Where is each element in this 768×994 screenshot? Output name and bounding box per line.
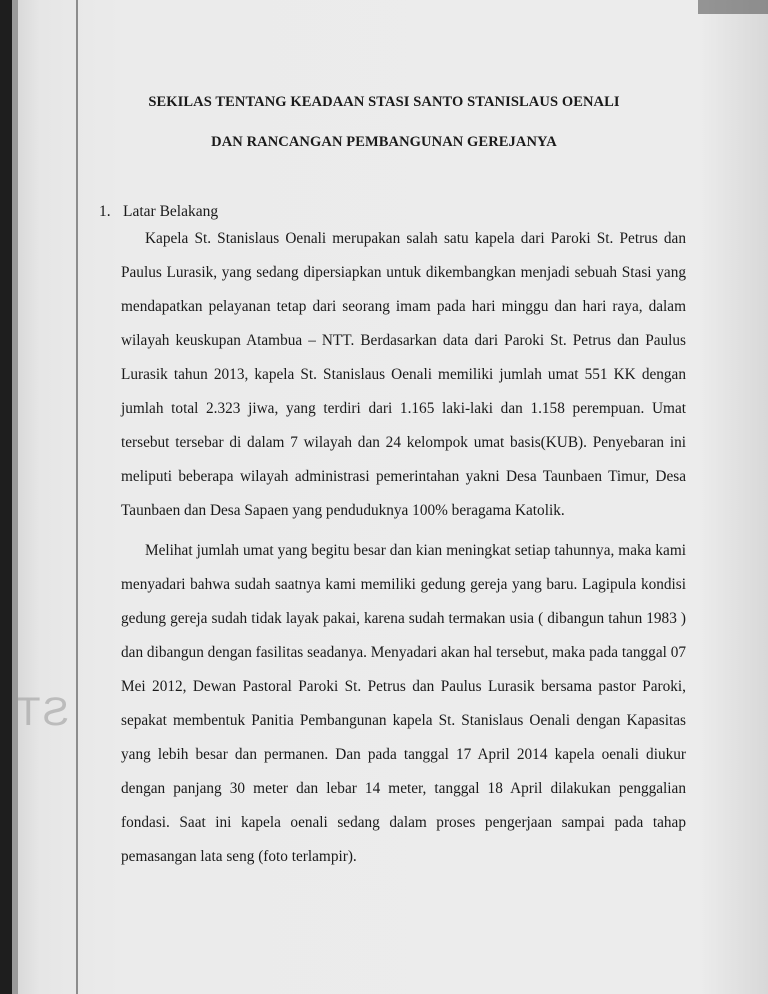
bleed-through-mark: ST: [14, 690, 70, 734]
scan-corner-shadow: [698, 0, 768, 14]
paragraph-1: Kapela St. Stanislaus Oenali merupakan salah satu kapela dari Paroki St. Petrus dan Paulus Lurasik, yang sedang dipersiapkan untuk dikembangkan menjadi sebuah Stasi yang mendapatkan pelayanan tetap dari seorang imam pada hari minggu dan hari raya, dalam wilayah keuskupan Atambua – NTT. Berdasarkan data dari Paroki St. Petrus dan Paulus Lurasik tahun 2013, kapela St. Stanislaus Oenali memiliki jumlah umat 551 KK dengan jumlah total 2.323 jiwa, yang terdiri dari 1.165 laki-laki dan 1.158 perempuan. Umat tersebut tersebar di dalam 7 wilayah dan 24 kelompok umat basis(KUB). Penyebaran ini meliputi beberapa wilayah administrasi pemerintahan yakni Desa Taunbaen Timur, Desa Taunbaen dan Desa Sapaen yang penduduknya 100% beragama Katolik.: [121, 230, 686, 519]
document-title-line-1: SEKILAS TENTANG KEADAAN STASI SANTO STANISLAUS OENALI: [148, 94, 620, 110]
document-title-line-2: DAN RANCANGAN PEMBANGUNAN GEREJANYA: [211, 134, 557, 150]
section-number: 1.: [99, 203, 111, 220]
section-heading: [99, 203, 218, 221]
paragraph-2: Melihat jumlah umat yang begitu besar dan kian meningkat setiap tahunnya, maka kami menyadari bahwa sudah saatnya kami memiliki gedung gereja yang baru. Lagipula kondisi gedung gereja sudah tidak layak pakai, karena sudah termakan usia ( dibangun tahun 1983 ) dan dibangun dengan fasilitas seadanya. Menyadari akan hal tersebut, maka pada tanggal 07 Mei 2012, Dewan Pastoral Paroki St. Petrus dan Paulus Lurasik bersama pastor Paroki, sepakat membentuk Panitia Pembangunan kapela St. Stanislaus Oenali dengan Kapasitas yang lebih besar dan permanen. Dan pada tanggal 17 April 2014 kapela oenali diukur dengan panjang 30 meter dan lebar 14 meter, tanggal 18 April dilakukan penggalian fondasi. Saat ini kapela oenali sedang dalam proses pengerjaan sampai pada tahap pemasangan lata seng (foto terlampir).: [121, 542, 686, 865]
section-heading-text: Latar Belakang: [123, 203, 219, 220]
